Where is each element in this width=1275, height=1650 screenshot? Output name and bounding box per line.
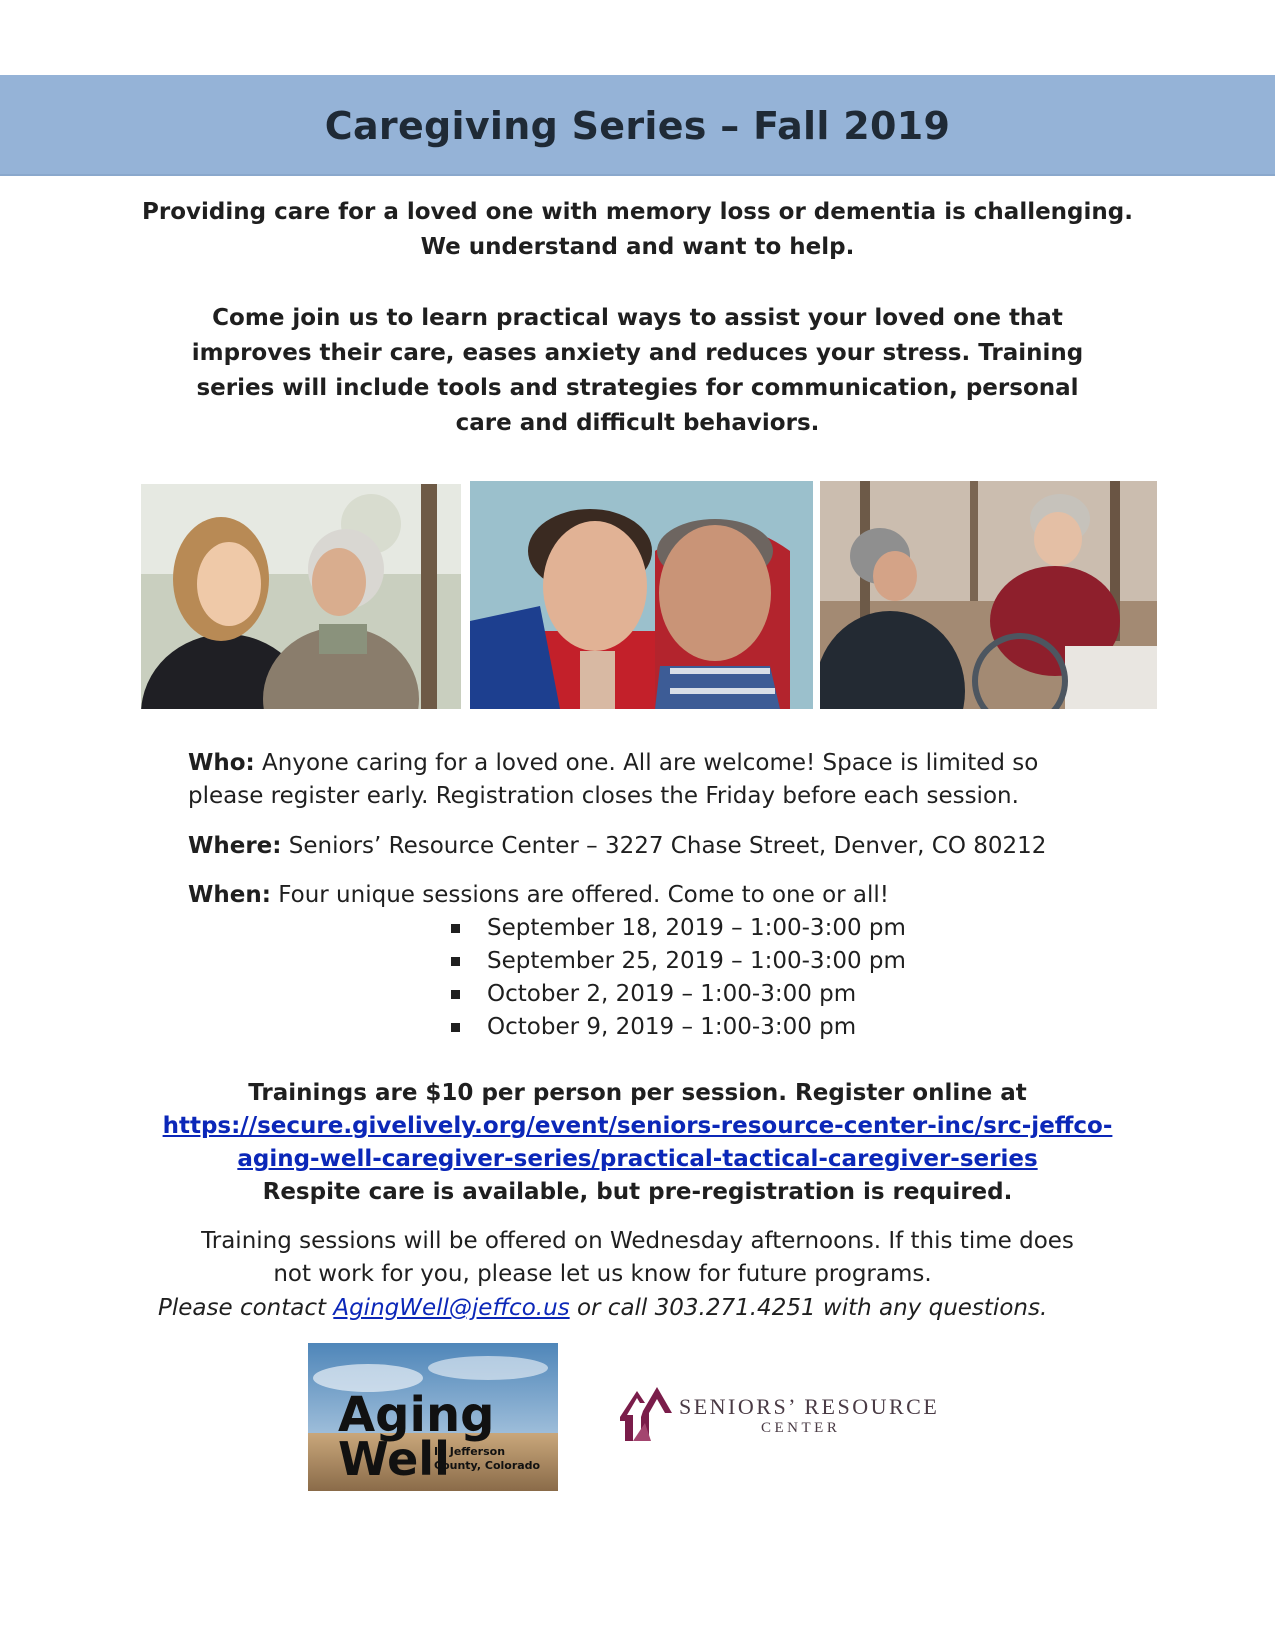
session-date: October 2, 2019 – 1:00-3:00 pm bbox=[487, 981, 857, 1007]
src-house-icon bbox=[615, 1383, 673, 1445]
session-date: September 25, 2019 – 1:00-3:00 pm bbox=[487, 948, 906, 974]
aging-well-logo-text: Aging bbox=[338, 1387, 495, 1443]
session-item bbox=[450, 1011, 906, 1044]
session-date: October 9, 2019 – 1:00-3:00 pm bbox=[487, 1014, 857, 1040]
session-item bbox=[450, 978, 906, 1011]
where-text: Seniors’ Resource Center – 3227 Chase Street, Denver, CO 80212 bbox=[281, 833, 1047, 859]
registration-block bbox=[150, 1077, 1125, 1209]
note-line-1: Training sessions will be offered on Wednesday afternoons. If this time does bbox=[201, 1228, 1074, 1254]
square-bullet-icon bbox=[451, 924, 460, 933]
note-line-2: not work for you, please let us know for future programs. bbox=[273, 1261, 932, 1287]
who-label: Who: bbox=[188, 750, 255, 776]
contact-email-link[interactable]: AgingWell@jeffco.us bbox=[333, 1295, 570, 1321]
where-section bbox=[188, 830, 1088, 863]
seniors-resource-center-logo bbox=[615, 1383, 945, 1445]
when-text: Four unique sessions are offered. Come to one or all! bbox=[270, 882, 890, 908]
aging-well-logo-sub-2: County, Colorado bbox=[434, 1459, 541, 1472]
where-label: Where: bbox=[188, 833, 282, 859]
contact-suffix: or call 303.271.4251 with any questions. bbox=[569, 1295, 1048, 1321]
aging-well-logo-text-2: Well bbox=[338, 1432, 450, 1486]
square-bullet-icon bbox=[451, 1023, 460, 1032]
when-label: When: bbox=[188, 882, 271, 908]
src-logo-sub: CENTER bbox=[761, 1420, 841, 1436]
square-bullet-icon bbox=[451, 957, 460, 966]
who-section bbox=[188, 747, 1088, 813]
session-item bbox=[450, 912, 906, 945]
registration-link-line-1[interactable]: https://secure.givelively.org/event/seniors-resource-center-inc/src-jeffco- bbox=[162, 1113, 1113, 1139]
aging-well-logo-sub-1: In Jefferson bbox=[434, 1445, 506, 1458]
aging-well-logo bbox=[308, 1343, 558, 1491]
session-item bbox=[450, 945, 906, 978]
intro-line-1: Providing care for a loved one with memory loss or dementia is challenging. bbox=[142, 199, 1133, 225]
price-text: Trainings are $10 per person per session. Register online at bbox=[248, 1080, 1027, 1106]
contact-line bbox=[158, 1292, 1047, 1325]
session-date: September 18, 2019 – 1:00-3:00 pm bbox=[487, 915, 906, 941]
page-title: Caregiving Series – Fall 2019 bbox=[324, 104, 951, 148]
contact-prefix: Please contact bbox=[158, 1295, 334, 1321]
respite-text: Respite care is available, but pre-registration is required. bbox=[262, 1179, 1013, 1205]
intro-statement bbox=[120, 195, 1155, 265]
when-section bbox=[188, 879, 1088, 912]
intro-paragraph: Come join us to learn practical ways to assist your loved one that improves their care, eases anxiety and reduces your stress. Training series will include tools and strategies for communication, personal care and difficult behaviors. bbox=[191, 305, 1084, 436]
intro-line-2: We understand and want to help. bbox=[420, 234, 855, 260]
registration-link-line-2[interactable]: aging-well-caregiver-series/practical-tactical-caregiver-series bbox=[237, 1146, 1038, 1172]
src-logo-name: SENIORS’ RESOURCE bbox=[679, 1394, 940, 1419]
session-list bbox=[450, 912, 906, 1044]
who-text: Anyone caring for a loved one. All are welcome! Space is limited so please register early. Registration closes the Friday before each session. bbox=[188, 750, 1039, 809]
photo-young-man-and-elderly-man bbox=[470, 481, 813, 709]
schedule-note bbox=[150, 1225, 1125, 1291]
photo-man-with-woman-in-wheelchair bbox=[820, 481, 1157, 709]
square-bullet-icon bbox=[451, 990, 460, 999]
photo-young-woman-and-elderly-woman bbox=[141, 484, 461, 709]
